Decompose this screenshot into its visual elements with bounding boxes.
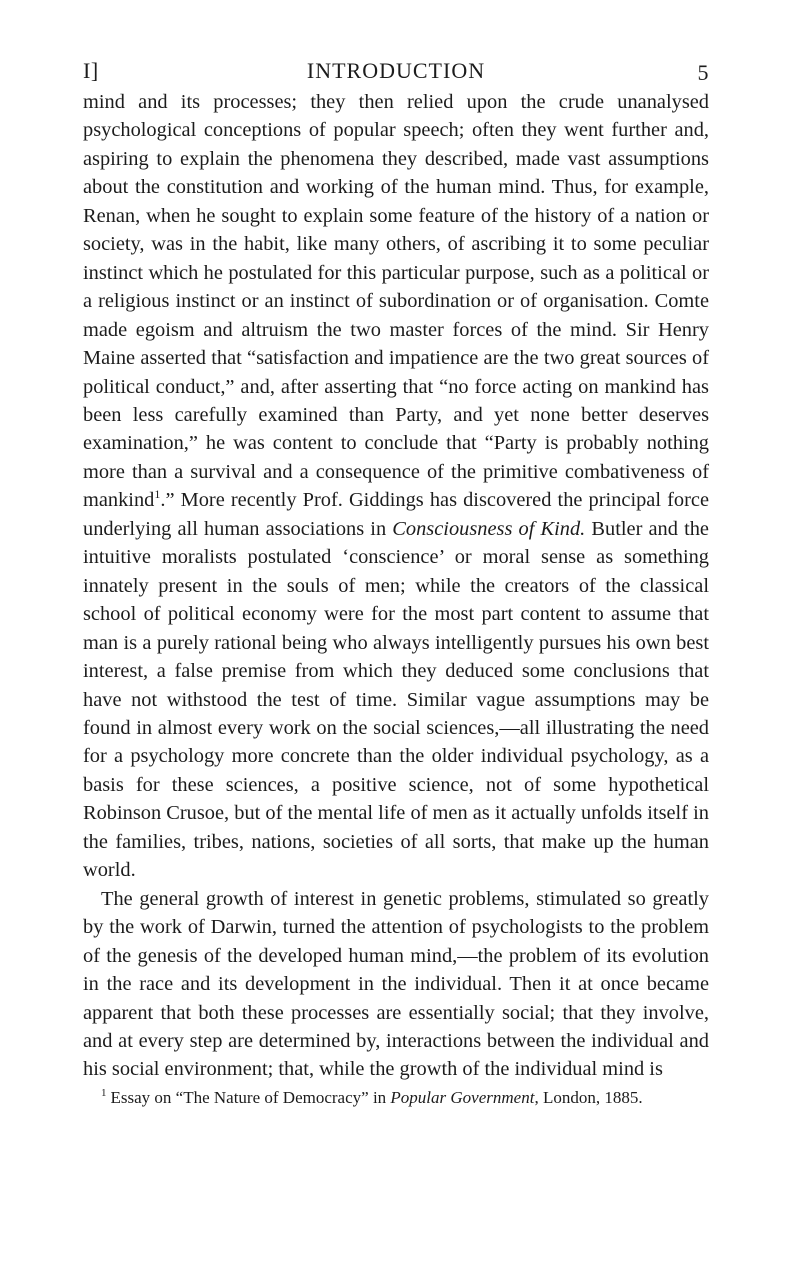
footnote-text	[83, 1086, 709, 1110]
footnote	[83, 1086, 709, 1110]
footnote-body: Essay on “The Nature of Democracy” in	[110, 1087, 391, 1107]
running-head	[83, 58, 709, 88]
footnote-body: , London, 1885.	[534, 1087, 643, 1107]
chapter-marker: I]	[83, 58, 99, 83]
book-page	[83, 58, 709, 1110]
paragraph-text: .” More recently Prof. Giddings has discovered the principal force underlying all human associations in	[83, 489, 709, 540]
paragraph-text: mind and its processes; they then relied upon the crude unanalysed psychological conceptions of popular speech; often they went further and, aspiring to explain the phenomena they described, made vast assumptions about the constitution and working of the human mind. Thus, for example, Renan, when he sought to explain some feature of the history of a nation or society, was in the habit, like many others, of ascribing it to some peculiar instinct which he postulated for this particular purpose, such as a political or a religious instinct or an instinct of subordination or of organisation. Comte made egoism and altruism the two master forces of the mind. Sir Henry Maine asserted that “satisfaction and impatience are the two great sources of political conduct,” and, after asserting that “no force acting on mankind has been less carefully examined than Party, and yet none better deserves examination,” he was content to conclude that “Party is probably nothing more than a survival and a consequence of the primitive combativeness of mankind	[83, 91, 709, 512]
body-text	[83, 88, 709, 1084]
footnote-book-title: Popular Government	[390, 1087, 535, 1107]
book-title: Consciousness of Kind.	[392, 517, 586, 540]
paragraph	[83, 88, 709, 885]
running-title: INTRODUCTION	[306, 58, 486, 83]
footnote-reference: 1	[154, 487, 161, 502]
paragraph-text: Butler and the intuitive moralists postulated ‘conscience’ or moral sense as something innately present in the souls of men; while the creators of the classical school of political economy were for the most part content to assume that man is a purely rational being who always intelligently pursues his own best interest, a false premise from which they deduced some conclusions that have not withstood the test of time. Similar vague assumptions may be found in almost every work on the social sciences,—all illustrating the need for a psychology more concrete than the older individual psychology, as a basis for these sciences, a positive science, not of some hypothetical Robinson Crusoe, but of the mental life of men as it actually unfolds itself in the families, tribes, nations, societies of all sorts, that make up the human world.	[83, 517, 709, 882]
footnote-mark: 1	[101, 1087, 107, 1100]
paragraph: The general growth of interest in genetic problems, stimulated so greatly by the work of Darwin, turned the attention of psychologists to the problem of the genesis of the developed human mind,—the problem of its evolution in the race and its development in the individual. Then it at once became apparent that both these processes are essentially social; that they involve, and at every step are determined by, interactions between the individual and his social environment; that, while the growth of the individual mind is	[83, 887, 709, 1081]
page-number: 5	[697, 60, 709, 85]
